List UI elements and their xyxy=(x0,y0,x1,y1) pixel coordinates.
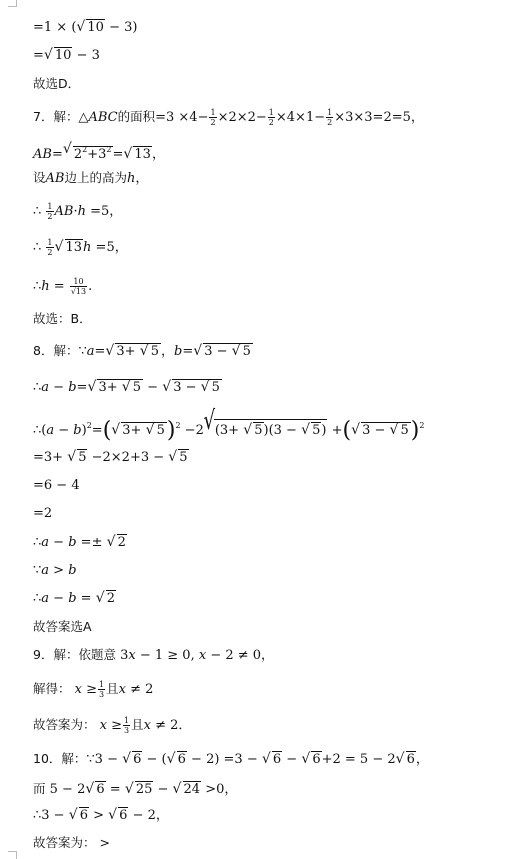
problem-7-label: 7．解： xyxy=(33,109,79,124)
problem-8-square: ∴(a − b)$^2$=(√ 3+ √ 5)$^2$ −2√ (3+ √ 5)(3 − √ 5) +(√ 3 − √ 5)$^2$ xyxy=(33,418,424,442)
problem-8-step1: =3+ √ 5 −2×2+3 − √ 5 xyxy=(33,450,189,466)
problem-7-ab: AB=√ $2^2+3^2=√$ 13， xyxy=(33,142,165,163)
problem-8-cond: ∵a > b xyxy=(33,563,77,578)
problem-7-eq1: ∴ $\frac{1}{2}$ AB·h =5， xyxy=(33,202,123,221)
problem-7-area: 7．解：△ABC的面积=3 ×4− $\frac{1}{2}$ ×2×2− $\frac{1}{2}$ ×4×1− $\frac{1}{2}$ ×3×3=2=5， xyxy=(33,108,424,127)
problem-8-step3: =2 xyxy=(33,506,53,521)
problem-9-answer: 故答案为： x ≥ $\frac{1}{3}$ 且x ≠ 2． xyxy=(33,716,192,735)
problem-8-step2: =6 − 4 xyxy=(33,478,80,493)
corner-mark-bottom-horizontal xyxy=(8,851,17,852)
problem-8-pm: ∴a − b =± √ 2 xyxy=(33,535,127,551)
corner-mark-top-horizontal xyxy=(8,6,17,7)
problem-8-label: 8．解： xyxy=(33,343,79,358)
problem-8-diff: ∴a − b=√ 3+ √ 5 − √ 3 − √ 5 xyxy=(33,380,222,396)
problem-7-result: ∴h = $\frac{10}{√13}$ . xyxy=(33,277,93,296)
problem-10-compare: 而 5 − 2√ 6 = √ 25 − √ 24 >0， xyxy=(33,781,237,798)
problem-8-result: ∴a − b = √ 2 xyxy=(33,591,116,607)
problem-10-result: ∴3 − √ 6 > √ 6 − 2， xyxy=(33,808,169,824)
problem-9-cond: 9．解：依题意 3x − 1 ≥ 0, x − 2 ≠ 0， xyxy=(33,647,275,663)
problem-10-label: 10．解： xyxy=(33,751,87,766)
problem-9-label: 9．解：依题意 xyxy=(33,647,116,662)
problem-8-given: 8．解：∵a=√ 3+ √ 5 ，b=√ 3 − √ 5 xyxy=(33,343,253,360)
problem-7-height-def: 设AB边上的高为h， xyxy=(33,170,149,186)
problem-9-solve: 解得： x ≥ $\frac{1}{3}$ 且x ≠ 2 xyxy=(33,680,154,699)
answer-choice-d: 故选D． xyxy=(33,76,81,91)
answer-choice-b: 故选：B． xyxy=(33,311,92,326)
problem-10-calc: 10．解：∵3 − √ 6 − (√ 6 − 2) =3 − √ 6 − √ 6+2 = 5 − 2√ 6， xyxy=(33,751,429,768)
problem-10-answer: 故答案为： > xyxy=(33,835,110,850)
problem-7-eq2: ∴ $\frac{1}{2}$ √ 13h =5， xyxy=(33,238,128,257)
answer-choice-a: 故答案选A xyxy=(33,619,92,634)
math-line-2: =√ 10 − 3 xyxy=(33,48,100,64)
corner-mark-bottom-vertical xyxy=(16,851,17,859)
math-line-1: =1 × (√ 10 − 3) xyxy=(33,20,137,36)
